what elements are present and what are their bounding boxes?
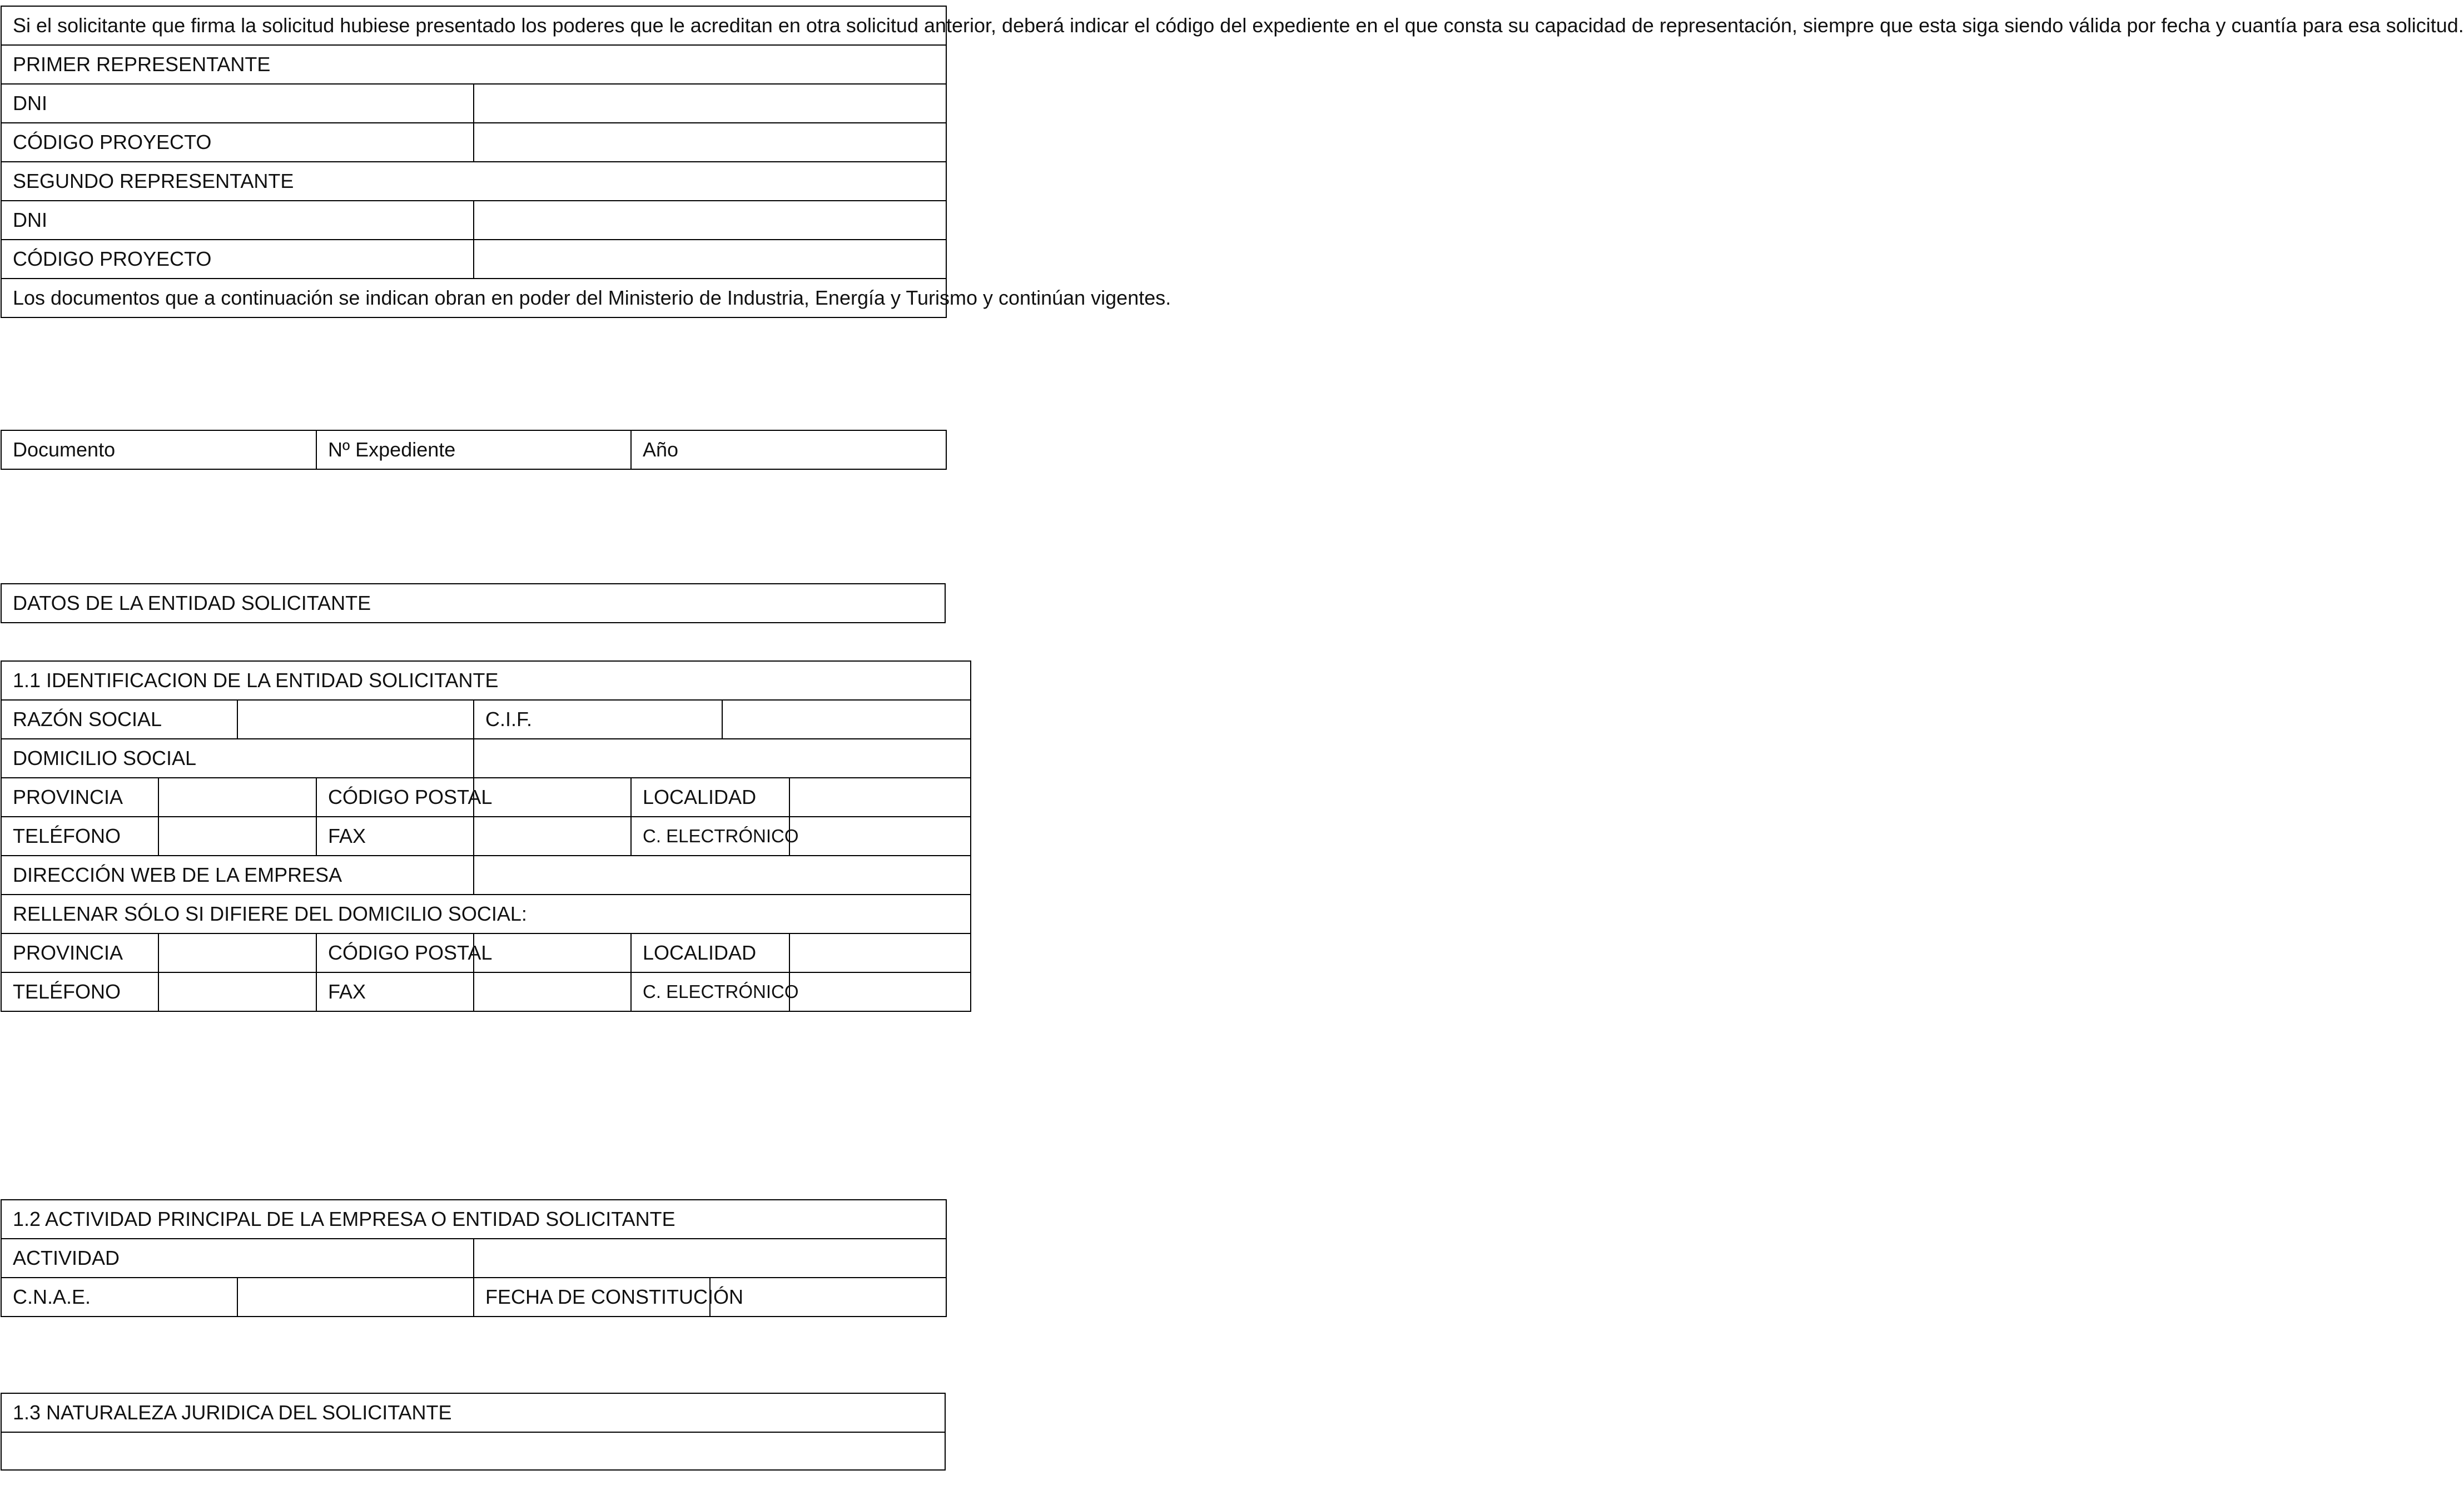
naturaleza-title: 1.3 NATURALEZA JURIDICA DEL SOLICITANTE	[1, 1393, 945, 1432]
codigo-postal-alt-field[interactable]	[474, 933, 631, 972]
telefono-alt-field[interactable]	[158, 972, 316, 1011]
actividad-table	[1, 1199, 947, 1317]
codigo-postal-label: CÓDIGO POSTAL	[316, 778, 474, 817]
actividad-field[interactable]	[474, 1239, 946, 1278]
codigo-postal-alt-label: CÓDIGO POSTAL	[316, 933, 474, 972]
segundo-representante-label: SEGUNDO REPRESENTANTE	[1, 162, 946, 201]
documentos-text: Los documentos que a continuación se indican obran en poder del Ministerio de Industria, Energía y Turismo y continúan vigentes.	[1, 279, 946, 317]
fax-field[interactable]	[474, 817, 631, 856]
razon-social-field[interactable]	[237, 700, 474, 739]
datos-entidad-title: DATOS DE LA ENTIDAD SOLICITANTE	[1, 584, 945, 623]
representantes-table	[1, 6, 2464, 318]
segundo-codigo-field[interactable]	[474, 240, 946, 279]
fax-label: FAX	[316, 817, 474, 856]
fecha-constitucion-label: FECHA DE CONSTITUCIÓN	[474, 1278, 710, 1317]
cnae-field[interactable]	[237, 1278, 474, 1317]
codigo-postal-field[interactable]	[474, 778, 631, 817]
primer-dni-label: DNI	[1, 84, 474, 123]
rellenar-label: RELLENAR SÓLO SI DIFIERE DEL DOMICILIO SOCIAL:	[1, 895, 971, 933]
documentos-table	[1, 430, 947, 470]
primer-dni-field[interactable]	[474, 84, 946, 123]
web-label: DIRECCIÓN WEB DE LA EMPRESA	[1, 856, 474, 895]
web-field[interactable]	[474, 856, 971, 895]
correo-label: C. ELECTRÓNICO	[631, 817, 789, 856]
localidad-alt-label: LOCALIDAD	[631, 933, 789, 972]
razon-social-label: RAZÓN SOCIAL	[1, 700, 237, 739]
col-documento[interactable]: Documento	[1, 430, 316, 469]
localidad-field[interactable]	[789, 778, 971, 817]
fax-alt-label: FAX	[316, 972, 474, 1011]
domicilio-social-field[interactable]	[474, 739, 971, 778]
identificacion-table	[1, 660, 971, 1012]
fax-alt-field[interactable]	[474, 972, 631, 1011]
telefono-label: TELÉFONO	[1, 817, 158, 856]
cif-field[interactable]	[722, 700, 971, 739]
segundo-codigo-label: CÓDIGO PROYECTO	[1, 240, 474, 279]
primer-codigo-field[interactable]	[474, 123, 946, 162]
telefono-field[interactable]	[158, 817, 316, 856]
domicilio-social-label: DOMICILIO SOCIAL	[1, 739, 474, 778]
datos-entidad-box	[1, 583, 946, 623]
naturaleza-table	[1, 1393, 946, 1471]
segundo-dni-field[interactable]	[474, 201, 946, 240]
telefono-alt-label: TELÉFONO	[1, 972, 158, 1011]
primer-representante-label: PRIMER REPRESENTANTE	[1, 45, 946, 84]
cif-label: C.I.F.	[474, 700, 722, 739]
localidad-label: LOCALIDAD	[631, 778, 789, 817]
correo-field[interactable]	[789, 817, 971, 856]
provincia-alt-label: PROVINCIA	[1, 933, 158, 972]
cnae-label: C.N.A.E.	[1, 1278, 237, 1317]
col-anio[interactable]: Año	[631, 430, 946, 469]
provincia-alt-field[interactable]	[158, 933, 316, 972]
correo-alt-label: C. ELECTRÓNICO	[631, 972, 789, 1011]
representantes-intro: Si el solicitante que firma la solicitud hubiese presentado los poderes que le acreditan en otra solicitud anterior, deberá indicar el código del expediente en el que consta su capacidad de representación, siempre que esta siga siendo válida por fecha y cuantía para esa solicitud.	[1, 6, 946, 45]
actividad-label: ACTIVIDAD	[1, 1239, 474, 1278]
localidad-alt-field[interactable]	[789, 933, 971, 972]
actividad-title: 1.2 ACTIVIDAD PRINCIPAL DE LA EMPRESA O ENTIDAD SOLICITANTE	[1, 1200, 946, 1239]
provincia-field[interactable]	[158, 778, 316, 817]
primer-codigo-label: CÓDIGO PROYECTO	[1, 123, 474, 162]
identificacion-title: 1.1 IDENTIFICACION DE LA ENTIDAD SOLICITANTE	[1, 661, 971, 700]
fecha-constitucion-field[interactable]	[710, 1278, 946, 1317]
naturaleza-field[interactable]	[1, 1432, 945, 1470]
correo-alt-field[interactable]	[789, 972, 971, 1011]
col-expediente[interactable]: Nº Expediente	[316, 430, 631, 469]
segundo-dni-label: DNI	[1, 201, 474, 240]
provincia-label: PROVINCIA	[1, 778, 158, 817]
